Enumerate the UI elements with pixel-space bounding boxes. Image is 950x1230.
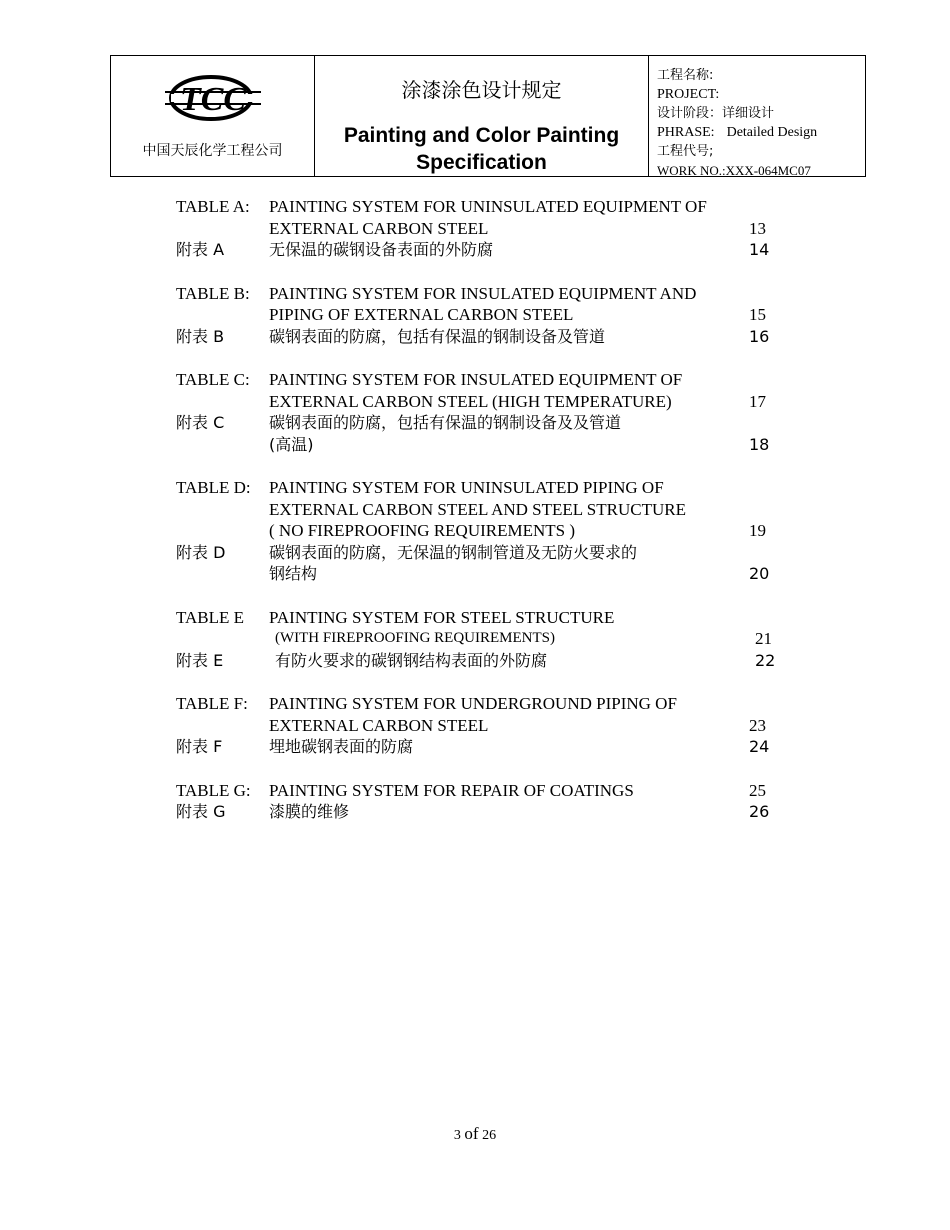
toc-text: PAINTING SYSTEM FOR UNINSULATED PIPING OF — [269, 478, 664, 497]
toc-label: TABLE A: — [176, 197, 250, 216]
toc-page: 19 — [749, 521, 766, 540]
tcc-logo — [165, 70, 261, 132]
toc-cn-page: 26 — [749, 802, 770, 821]
toc-page: 13 — [749, 218, 766, 238]
work-no-label: WORK NO.: — [657, 163, 726, 178]
page-number: 3 — [453, 1128, 461, 1143]
phrase-line — [657, 123, 865, 142]
toc-text: PAINTING SYSTEM FOR UNDERGROUND PIPING OF — [269, 694, 677, 713]
toc-label: TABLE F: — [176, 694, 248, 713]
table-of-contents — [176, 196, 796, 845]
company-name: 中国天辰化学工程公司 — [142, 143, 283, 159]
page-of: of — [464, 1124, 479, 1143]
toc-text: PAINTING SYSTEM FOR INSULATED EQUIPMENT AND — [269, 283, 697, 303]
code-label-cn: 工程代号; — [657, 144, 714, 159]
toc-cn-text: 有防火要求的碳钢钢结构表面的外防腐 — [275, 650, 548, 670]
toc-label: TABLE E — [176, 607, 245, 627]
toc-cn-text: 埋地碳钢表面的防腐 — [269, 737, 414, 756]
toc-entry-a — [176, 196, 796, 261]
work-no-prefix: XXX — [725, 163, 754, 178]
work-no-suffix: -064MC07 — [753, 163, 811, 178]
title-english — [315, 122, 648, 176]
toc-cn-text: 无保温的碳钢设备表面的外防腐 — [269, 240, 494, 259]
toc-entry-d — [176, 477, 796, 585]
toc-page: 25 — [749, 780, 766, 800]
toc-cn-label: 附表 E — [176, 650, 224, 670]
toc-text: PAINTING SYSTEM FOR REPAIR OF COATINGS — [269, 780, 634, 800]
toc-label: TABLE G: — [176, 780, 251, 800]
info-cell — [649, 56, 865, 176]
title-english-line1: Painting and Color Painting — [343, 124, 620, 147]
toc-cn-text: (高温) — [269, 434, 314, 454]
toc-label: TABLE B: — [176, 283, 250, 303]
toc-cn-page: 18 — [749, 434, 770, 454]
toc-text: PAINTING SYSTEM FOR UNINSULATED EQUIPMENT OF — [269, 197, 707, 216]
toc-page: 17 — [749, 391, 766, 411]
toc-cn-label: 附表 A — [176, 240, 225, 259]
toc-cn-label: 附表 F — [176, 737, 223, 756]
project-label-en: PROJECT: — [657, 87, 720, 102]
title-cell — [315, 56, 649, 176]
toc-entry-c — [176, 369, 796, 455]
toc-entry-b — [176, 283, 796, 348]
toc-text: PIPING OF EXTERNAL CARBON STEEL — [269, 305, 574, 324]
toc-cn-page: 20 — [749, 564, 770, 583]
toc-entry-e — [176, 607, 796, 672]
toc-page: 21 — [755, 629, 772, 648]
toc-cn-page: 22 — [755, 650, 776, 670]
toc-text: EXTERNAL CARBON STEEL — [269, 218, 489, 238]
title-chinese: 涂漆涂色设计规定 — [401, 78, 562, 102]
toc-label: TABLE C: — [176, 370, 250, 389]
toc-text: EXTERNAL CARBON STEEL AND STEEL STRUCTURE — [269, 499, 686, 519]
work-no-line — [657, 161, 865, 180]
toc-cn-page: 16 — [749, 326, 770, 346]
logo-cell — [111, 56, 315, 176]
page-total: 26 — [482, 1128, 497, 1143]
toc-cn-page: 14 — [749, 240, 770, 259]
document-header — [110, 55, 866, 177]
toc-page: 15 — [749, 305, 766, 324]
phase-cn: 设计阶段：详细设计 — [657, 106, 775, 121]
toc-text: PAINTING SYSTEM FOR STEEL STRUCTURE — [269, 607, 615, 627]
toc-cn-page: 24 — [749, 737, 770, 756]
toc-text: EXTERNAL CARBON STEEL (HIGH TEMPERATURE) — [269, 391, 672, 411]
toc-label: TABLE D: — [176, 478, 251, 497]
toc-page: 23 — [749, 715, 766, 735]
toc-entry-f — [176, 693, 796, 758]
title-english-line2: Specification — [416, 151, 547, 174]
svg-text:TCC: TCC — [179, 81, 247, 118]
toc-cn-text: 碳钢表面的防腐，包括有保温的钢制设备及管道 — [269, 326, 606, 346]
phrase-label: PHRASE: — [657, 125, 715, 140]
toc-cn-label: 附表 G — [176, 802, 226, 821]
project-label-cn: 工程名称: — [657, 68, 714, 83]
toc-cn-label: 附表 D — [176, 542, 226, 562]
toc-text: ( NO FIREPROOFING REQUIREMENTS ) — [269, 521, 576, 540]
toc-cn-text: 碳钢表面的防腐，无保温的钢制管道及无防火要求的 — [269, 542, 638, 562]
toc-cn-text: 漆膜的维修 — [269, 802, 350, 821]
toc-cn-label: 附表 C — [176, 413, 225, 432]
toc-text: EXTERNAL CARBON STEEL — [269, 715, 489, 735]
toc-text: (WITH FIREPROOFING REQUIREMENTS) — [275, 630, 555, 646]
phrase-value: Detailed Design — [726, 125, 818, 140]
toc-cn-label: 附表 B — [176, 326, 225, 346]
toc-cn-text: 钢结构 — [269, 564, 318, 583]
toc-text: PAINTING SYSTEM FOR INSULATED EQUIPMENT OF — [269, 370, 683, 389]
page-footer — [0, 1124, 950, 1144]
toc-cn-text: 碳钢表面的防腐，包括有保温的钢制设备及及管道 — [269, 413, 622, 432]
toc-entry-g — [176, 780, 796, 823]
